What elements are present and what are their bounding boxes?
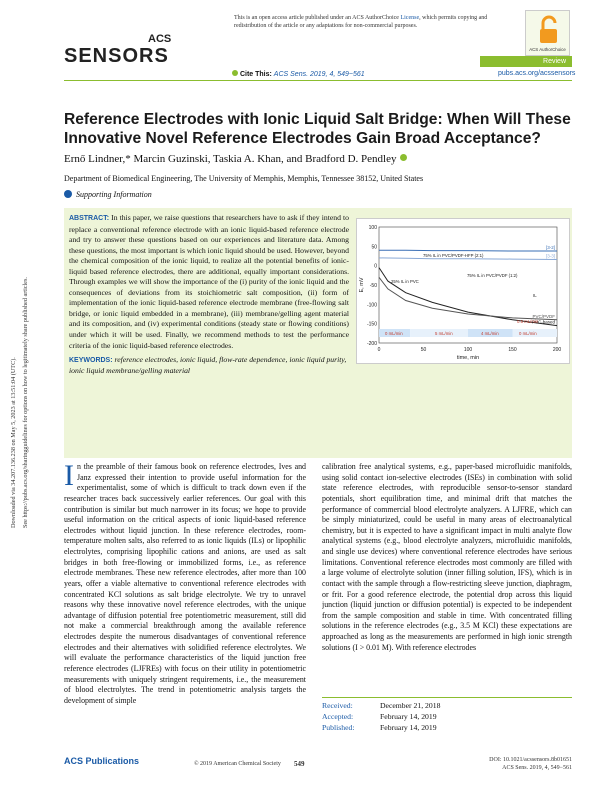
drop-cap: I xyxy=(64,459,74,492)
chart-annotation: 4 mL/min xyxy=(481,331,499,336)
supporting-information-link[interactable]: Supporting Information xyxy=(64,190,152,199)
article-type-badge: Review xyxy=(480,56,572,67)
page-number: 549 xyxy=(294,760,305,768)
x-axis-label: time, min xyxy=(456,355,480,361)
x-tick-label: 50 xyxy=(420,347,427,353)
authorchoice-badge xyxy=(525,10,570,56)
badge-label: ACS AuthorChoice xyxy=(529,47,566,52)
download-note xyxy=(2,228,46,528)
download-note-line1: Downloaded via 34.207.136.238 on May 5, 2023 at 13:51:04 (UTC). xyxy=(10,357,17,528)
abstract-label: ABSTRACT: xyxy=(69,215,110,222)
supporting-info-icon xyxy=(64,190,72,198)
x-tick-label: 150 xyxy=(508,347,517,353)
abstract-box xyxy=(64,208,572,458)
journal-url[interactable]: pubs.acs.org/acssensors xyxy=(498,70,576,77)
license-link[interactable]: License xyxy=(400,15,420,21)
toc-chart xyxy=(357,219,569,363)
download-note-line2: See https://pubs.acs.org/sharingguidelines for options on how to legitimately share published articles. xyxy=(22,277,29,528)
doi-link[interactable]: DOI: 10.1021/acssensors.8b01651 xyxy=(489,757,572,763)
series-label: PVC-based xyxy=(531,319,555,325)
journal-logo-acs: ACS xyxy=(148,33,172,45)
chart-annotation: 5 mL/min xyxy=(435,331,453,336)
footer-doi xyxy=(489,756,572,772)
y-tick-label: -200 xyxy=(366,341,377,347)
chart-annotation: IL xyxy=(533,293,537,298)
series-label: [3-3] xyxy=(545,253,555,259)
orcid-icon[interactable] xyxy=(400,154,407,161)
body-text-left: n the preamble of their famous book on reference electrodes, Ives and Janz expressed their intention to provide useful information for the experimentalist, some of which is difficult to track down even if the researcher traces back successively earlier references. Our goal with this contribution is similar but much narrower in its focus; we hope to provide useful information on the critical aspects of ionic liquid-based reference electrodes without liquid junction. In these reference electrodes, room-temperature molten salts, also referred to as ionic liquids (ILs) or lipophilic electrolytes, comprising lipophilic cations and anions, are used as salt bridges in both free-flowing or immobilized forms, i.e., as reference electrode membranes. These new reference electrodes, after more than 100 years, offer a viable alternative to conventional reference electrodes with concentrated KCl solutions as salt bridge electrolyte. We try to unravel reasons why these innovative novel reference electrodes, with the unique advantage of diffusion potential free potentiometric measurement, still did not make a commercial breakthrough among the available reference electrodes despite the numerous disadvantages of conventional reference electrodes and their alternatives with solidified reference electrolytes. We will evaluate the performance characteristics of the liquid junction free reference electrodes (LJFREs) with focus on their utility in potentiometric measurements with uniquely stringent requirements, i.e., the measurement of blood electrolytes. The trend in potentiometric analysis targets the development of simple xyxy=(64,462,306,705)
page-footer xyxy=(64,752,572,778)
copyright: © 2019 American Chemical Society xyxy=(194,761,281,767)
series-label: PVC/PVDF xyxy=(532,313,555,319)
chart-annotation: 25% IL in PVC xyxy=(391,279,419,284)
series-label: [3-2] xyxy=(545,244,555,250)
y-tick-label: -150 xyxy=(366,321,377,328)
open-access-notice: This is an open access article published under an ACS AuthorChoice License, which permits copying and redistribution of the article or any adaptations for non-commercial purposes. xyxy=(234,15,488,29)
plot-frame xyxy=(379,227,557,343)
y-tick-label: -100 xyxy=(366,302,377,309)
body-text-right: calibration free analytical systems, e.g., paper-based microfluidic manifolds, using solid contact ion-selective electrodes (ISEs) in combination with solid state reference electrodes, with reproducible sensor-to-sensor standard potentials, short equilibration time, and minimal drift that matches the performance of commercial blood electrolyte analyzers. A LJFRE, which can be simply miniaturized, could be useful in many areas of electroanalytical chemistry, but it is expected to have a significant impact in multi analyte flow analytical systems (e.g., blood electrolyte analyzers, microfluidic manifolds, and single use devices) where conventional reference electrodes have serious limitations. Conventional reference electrodes most commonly are filled with a large volume of electrolyte solution (inner filling solution, IFS), which is in contact with the sample through a flow-restricting sleeve junction, diaphragm, or frit. For a good reference electrode, the potential drop across this liquid junction (liquid junction or diffusion potential) is expected to be independent from the sample composition and stable in time. With concentrated filling solutions in the reference electrodes (e.g., 3.5 M KCl) these expectations are approached as long as the measurements are performed in high ionic strength solutions (I > 0.01 M). With reference electrodes xyxy=(322,462,572,652)
chart-annotation: 75% IL in PVC/PVDF-HFP (2:1) xyxy=(423,253,484,258)
x-tick-label: 100 xyxy=(463,347,473,353)
journal-logo-sensors: SENSORS xyxy=(64,45,169,67)
footer-journal-ref: ACS Sens. 2019, 4, 549−561 xyxy=(502,765,572,771)
y-tick-label: -50 xyxy=(369,283,377,289)
x-tick-label: 0 xyxy=(377,347,381,353)
y-tick-label: 100 xyxy=(368,225,377,231)
y-tick-label: 0 xyxy=(374,263,377,270)
body-column-left xyxy=(64,459,306,706)
published-date: February 14, 2019 xyxy=(380,723,437,732)
toc-graphic xyxy=(356,218,570,364)
y-tick-label: 50 xyxy=(371,244,377,251)
chart-annotation: 75% IL in PVC/PVDF (1:2) xyxy=(467,273,518,278)
affiliation: Department of Biomedical Engineering, The University of Memphis, Memphis, Tennessee 38152, United States xyxy=(64,174,424,183)
article-dates: Received: December 21, 2018 Accepted: February 14, 2019 Published: February 14, 2019 xyxy=(322,700,440,733)
cite-reference: ACS Sens. 2019, 4, 549−561 xyxy=(273,71,365,78)
accepted-date: February 14, 2019 xyxy=(380,712,437,721)
series-line xyxy=(379,258,557,260)
keywords-label: KEYWORDS: xyxy=(69,357,113,365)
x-tick-label: 200 xyxy=(552,347,562,353)
series-line xyxy=(379,250,557,251)
cite-icon xyxy=(232,70,238,76)
cite-this[interactable]: Cite This: ACS Sens. 2019, 4, 549−561 xyxy=(232,70,365,78)
header-rule xyxy=(64,80,572,81)
y-axis-label: E, mV xyxy=(359,277,365,293)
chart-annotation: 0.5 mL/min xyxy=(517,319,539,324)
keywords-list: reference electrodes, ionic liquid, flow-rate dependence, ionic liquid purity, ionic liquid membrane/gelling material xyxy=(69,355,347,376)
abstract-text: ABSTRACT: In this paper, we raise questions that researchers have to ask if they intend to replace a conventional reference electrode with an ionic liquid-based reference electrode and try to answer these questions based on our experiences and literature data. Among these questions, the most important is which ionic liquid should be used. However, beyond the chemical composition of the ionic liquid, to realize all the potential benefits of ionic-liquid based reference electrodes, there are additional, equally important considerations. Through examples we will show the importance of the (i) purity of the ionic liquid and the consequences of deviations from its stoichiometric salt composition, (ii) form of implementation of the ionic liquid-based reference electrode membrane (free-flowing salt bridge, or ionic liquid embedded in a membrane), (iii) membrane/gelling agent material and its composition, and (iv) experimental conditions (steady state or flowing conditions) under which it will be used. Finally, we recommend methods to test the performance criteria of the ionic liquid-based reference electrodes. xyxy=(69,213,567,351)
author-list: Ernő Lindner,* Marcin Guzinski, Taskia A. Khan, and Bradford D. Pendley xyxy=(64,153,407,165)
dates-rule xyxy=(322,697,572,698)
publisher-logo: ACS Publications xyxy=(64,756,140,766)
body-column-right xyxy=(322,462,572,692)
article-title: Reference Electrodes with Ionic Liquid Salt Bridge: When Will These Innovative Novel Reference Electrodes Gain Broad Acceptance? xyxy=(64,111,571,147)
received-date: December 21, 2018 xyxy=(380,701,441,710)
chart-annotation: 0 mL/min xyxy=(385,331,403,336)
chart-annotation: 0 mL/min xyxy=(519,331,537,336)
